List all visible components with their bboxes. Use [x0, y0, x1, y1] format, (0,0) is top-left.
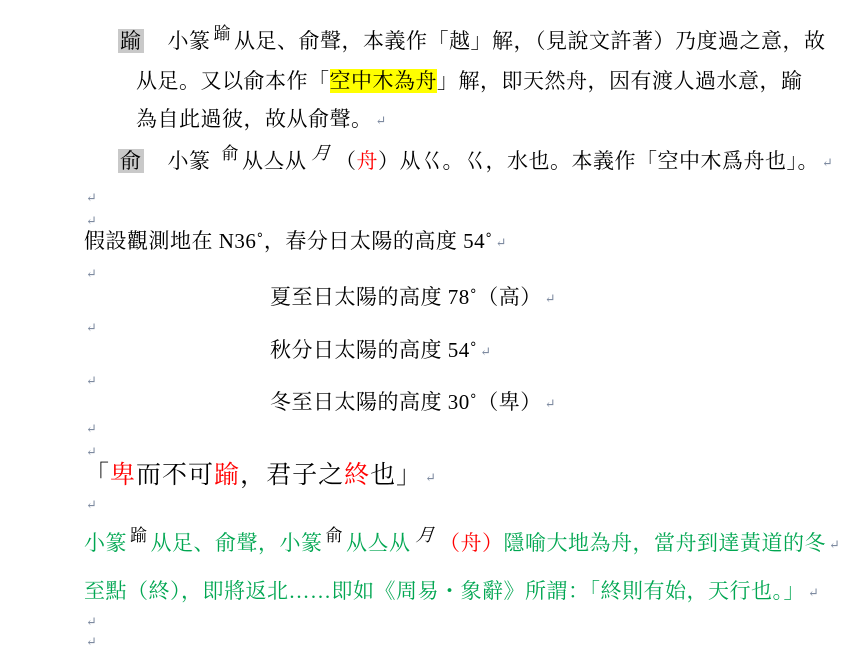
entry-yu2-line: [118, 143, 834, 174]
seal-script-label: 小篆: [167, 29, 211, 53]
seal-glyph-yu-image: 踰: [130, 526, 148, 545]
paren-close: ）: [378, 149, 400, 173]
entry-yu-text3: 為自此過彼，故从俞聲。: [136, 107, 373, 131]
astro-text-winter: 冬至日太陽的高度 30˚（卑）: [270, 390, 542, 414]
seal-glyph-yu2-image: 俞: [221, 144, 239, 163]
entry-yu-text2b: 」解，即天然舟，因有渡人過水意，踰: [437, 69, 803, 93]
red-boat-char: 舟: [356, 149, 378, 173]
entry-yu2-text2: 从巜。巜，水也。本義作「空中木爲舟也」。: [399, 149, 819, 173]
astro-text-autumn: 秋分日太陽的高度 54˚: [270, 338, 478, 362]
paragraph-mark: ↵: [480, 344, 492, 359]
entry-yu-text1: 从足、俞聲，本義作「越」解，（見說文許著）乃度過之意，故: [234, 29, 826, 53]
commentary-g3: 从亼从: [346, 531, 411, 555]
paragraph-mark-clipped: ↵: [86, 634, 97, 649]
commentary-red-boat: （舟）: [439, 531, 504, 555]
quote-red-zhong: 終: [344, 462, 371, 489]
seal-glyph-yu-image: 踰: [213, 24, 231, 43]
commentary-text2: 至點（終），即將返北……即如《周易・象辭》所謂：「終則有始，天行也。」: [84, 579, 805, 603]
quote-line: [84, 460, 437, 491]
astro-text-spring: 假設觀測地在 N36˚，春分日太陽的高度 54˚: [84, 229, 493, 253]
paragraph-mark: ↵: [86, 421, 97, 436]
quote-text2: ，君子之: [240, 462, 345, 489]
paren-open: （: [335, 149, 357, 173]
astro-text-summer: 夏至日太陽的高度 78˚（高）: [270, 285, 542, 309]
astro-line-winter: [270, 389, 556, 415]
entry-yu-text2a: 从足。又以俞本作「: [136, 69, 330, 93]
headword-yu: 踰: [120, 29, 142, 53]
quote-open: 「: [84, 462, 111, 489]
headword-yu2: 俞: [120, 149, 142, 173]
highlighted-phrase: 空中木為舟: [329, 69, 437, 93]
paragraph-mark: ↵: [86, 614, 97, 629]
paragraph-mark: ↵: [425, 470, 438, 485]
paragraph-mark: ↵: [86, 266, 97, 281]
paragraph-mark: ↵: [544, 291, 557, 306]
paragraph-mark: ↵: [808, 585, 820, 600]
paragraph-mark: ↵: [822, 155, 834, 170]
entry-yu-line3: [136, 106, 387, 132]
paragraph-mark: ↵: [86, 320, 97, 335]
paragraph-mark: ↵: [86, 373, 97, 388]
entry-yu2-text1: 从亼从: [242, 149, 307, 173]
seal-glyph-boat-image: 月: [414, 525, 436, 545]
commentary-line2: [84, 578, 819, 604]
seal-script-label: 小篆: [167, 149, 211, 173]
quote-red-bei: 卑: [110, 462, 137, 489]
entry-yu-line2: [136, 68, 803, 94]
paragraph-mark: ↵: [86, 190, 97, 205]
quote-red-yu: 踰: [214, 462, 241, 489]
astro-line-spring: [84, 228, 507, 254]
paragraph-mark: ↵: [86, 444, 97, 459]
seal-glyph-yu2-image: 俞: [325, 526, 343, 545]
paragraph-mark: ↵: [375, 113, 387, 128]
line-break-mark: ↵: [829, 537, 841, 552]
commentary-g1: 小篆: [84, 531, 127, 555]
paragraph-mark: ↵: [86, 497, 97, 512]
astro-line-autumn: [270, 337, 492, 363]
commentary-line1: [84, 525, 841, 556]
paragraph-mark: ↵: [86, 213, 97, 228]
paragraph-mark: ↵: [544, 396, 557, 411]
commentary-g2: 从足、俞聲，小篆: [150, 531, 323, 555]
seal-glyph-boat-image: 月: [310, 143, 332, 163]
quote-text3: 也」: [370, 462, 423, 489]
entry-yu-line1: [118, 24, 826, 54]
commentary-g4: 隱喻大地為舟，當舟到達黃道的冬: [503, 531, 826, 555]
quote-text1: 而不可: [136, 462, 215, 489]
astro-line-summer: [270, 284, 556, 310]
paragraph-mark: ↵: [495, 235, 508, 250]
